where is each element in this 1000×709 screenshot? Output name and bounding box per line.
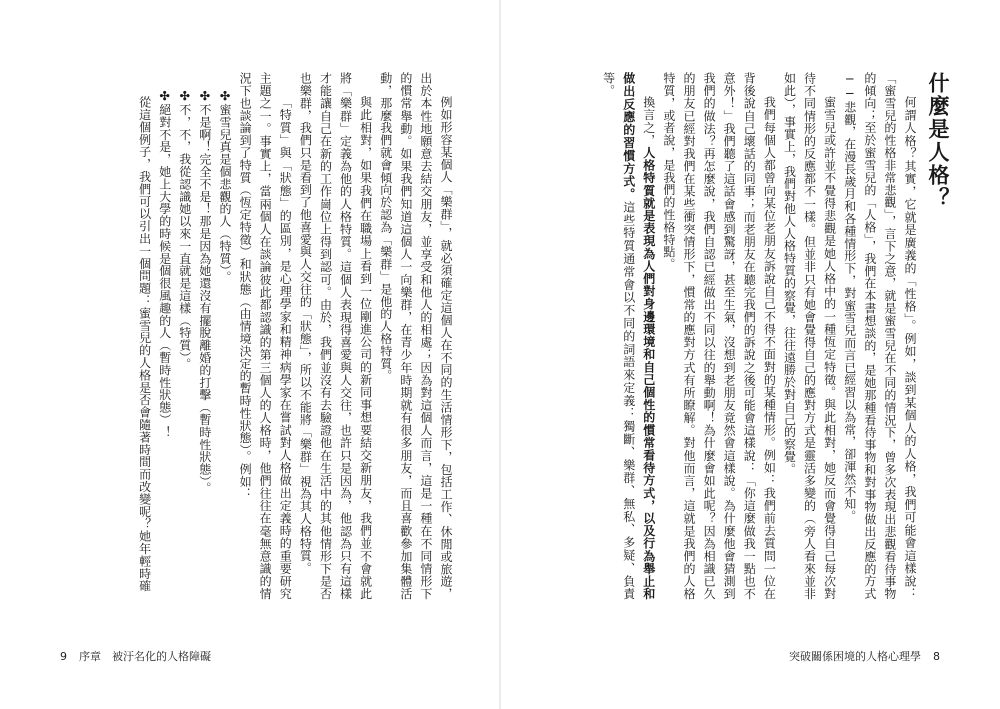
definition-intro: 換言之， [641,96,656,147]
paragraph: 從這個例子，我們可以引出一個問題：蜜雪兒的人格是否會隨著時間而改變呢？她年輕時確 [137,96,152,592]
bullet-item [195,72,215,600]
page-number: 9 [60,650,67,663]
left-page-footer [60,648,223,664]
bullet-icon: ✣ [217,88,232,104]
paragraph: 例如形容某個人「樂群」，就必須確定這個人在不同的生活情形下，包括工作、休閒或旅遊，出於本性地願意去結交朋友，並享受和他人的相處；因為對這個人而言，這是一種在不同情形下的慣常舉動。如果我們知道這個人一向樂群，在青少年時期就有很多朋友，而且喜歡參加集體活動，那麼我們就會傾向於認為「樂群」是他的人格特質。 [378,72,453,600]
bullet-icon: ✣ [197,88,212,104]
bullet-text: 蜜雪兒真是個悲觀的人（特質）。 [217,103,232,284]
paragraph: 與此相對，如果我們在職場上看到一位剛進公司的新同事想要結交新朋友，我們並不會就此將「樂群」定義為他的人格特質。這個人表現得喜愛與人交往，也許只是因為，他認為只有這樣才能讓自己在新的工作崗位上得到認可。由於，我們並沒有去驗證他在生活中的其他情形下是否也樂群，我們只是看到了他喜愛與人交往的「狀態」，所以不能將「樂群」視為其人格特質。 [298,72,373,600]
bullet-text: 不是啊！完全不是！那是因為她還沒有擺脫離婚的打擊（暫時性狀態）。 [197,103,212,495]
bullet-text: 絕對不是，她上大學的時候是個很風趣的人（暫時性狀態）！ [157,103,172,439]
paragraph: 何謂人格？其實，它就是廣義的「性格」。例如，談到某個人的人格，我們可能會這樣說：「蜜雪兒的性格非常悲觀」，言下之意，就是蜜雪兒在不同的情況下，曾多次表現出悲觀看待事物的傾向；至於蜜雪兒的「人格」，我們在本書想談的，是她那種看待事物和對事物做出反應的方式──悲觀，在漫長歲月和各種情形下，對蜜雪兒而言已經習以為常，卻渾然不知。 [842,72,917,600]
paragraph: 蜜雪兒或許並不覺得悲觀是她人格中的一種恆定特徵。與此相對，她反而會覺得自己每次對待不同情形的反應都不一樣。但並非只有她會覺得自己的應對方式是靈活多變的（旁人看來並非如此），事實上，我們對他人人格特質的察覺，往往遠勝於對自己的察覺。 [782,72,837,600]
bullet-item [155,72,175,600]
paragraph-definition [599,72,659,600]
left-page-text [22,72,456,600]
bullet-item [175,72,195,600]
definition-rest: 這些特質通常會以不同的詞語來定義：獨斷、樂群、無私、多疑、負責等。 [601,72,636,601]
page-number: 8 [933,650,940,663]
bullet-icon: ✣ [157,88,172,104]
paragraph: 我們每個人都曾向某位老朋友訴說自己不得不面對的某種情形。例如：我們前去質問一位在背後說自己壞話的同事；而老朋友在聽完我們的訴說之後可能會這樣說：「你這麼做我一點也不意外！」我們聽了這話會感到驚訝，甚至生氣，沒想到老朋友竟然會這樣說。為什麼他會猜測到我們的做法？再怎麼說，我們自認已經做出不同以往的舉動啊！為什麼會如此呢？因為相識已久的朋友已經對我們在某些衝突情形下，慣常的應對方式有所瞭解。對他而言，這就是我們的人格特質，或者說，是我們的性格特點。 [661,72,777,600]
section-title: 什麼是人格？ [926,72,951,210]
right-page-footer [777,648,940,664]
paragraph: 「特質」與「狀態」的區別，是心理學家和精神病學家在嘗試對人格做出定義時的重要研究主題之一。事實上，當兩個人在談論彼此都認識的第三個人的人格時，他們往往在毫無意識的情況下也談論到了特質（恆定特徵）和狀態（由情境決定的暫時性狀態）。例如： [238,72,293,600]
right-page [500,0,1000,709]
bullet-item [215,72,235,600]
bullet-text: 不，不，我從認識她以來一直就是這樣（特質）。 [177,103,192,371]
right-page-text [540,72,956,600]
chapter-title: 序章 被汙名化的人格障礙 [79,650,211,663]
definition-bold-text: 人格特質就是表現為人們對身邊環境和自己個性的慣常看待方式，以及行為舉止和做出反應的習慣方式。 [621,72,656,600]
bullet-icon: ✣ [177,88,192,104]
book-title: 突破關係困境的人格心理學 [789,650,921,663]
